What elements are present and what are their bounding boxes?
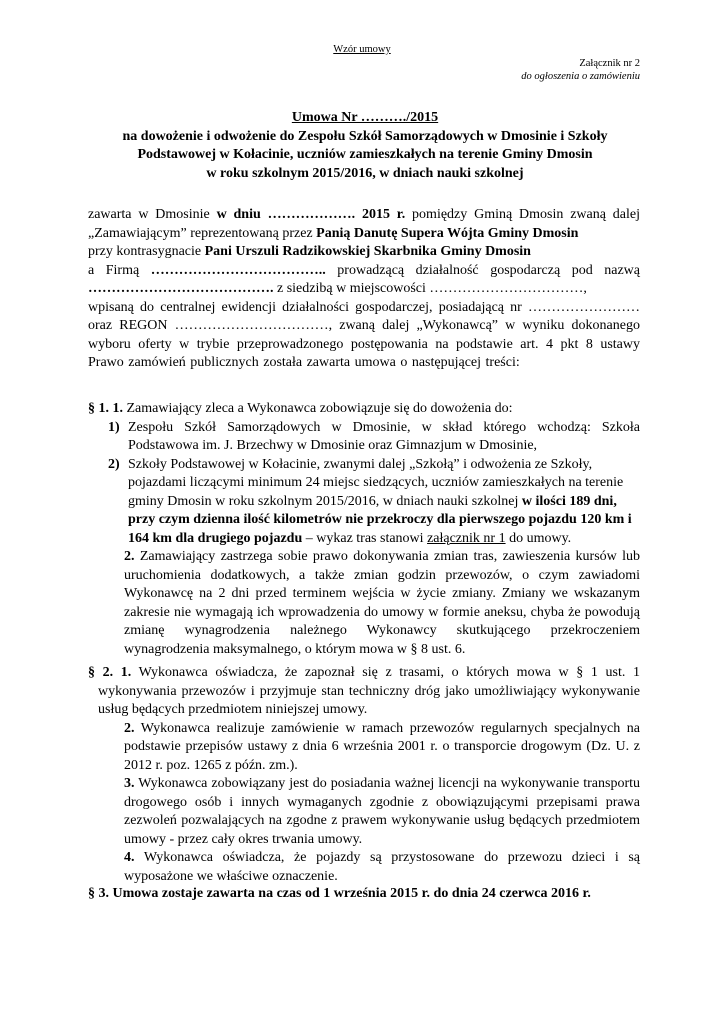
intro-rest: wpisaną do centralnej ewidencji działalności gospodarczej, posiadającą nr …………………… oraz REGON ……………………………, zwaną dalej „Wykonawcą” w wyniku dokonanego wyboru oferty w trybie przeprowadzonego postępowania na podstawie art. 4 pkt 8 ustawy Prawo zamówień publicznych została zawarta umowa o następującej treści: xyxy=(88,299,640,370)
document-type-label: Wzór umowy xyxy=(333,44,391,55)
section-1-item-1: 1) Zespołu Szkół Samorządowych w Dmosinie, w skład którego wchodzą: Szkoła Podstawowa im. J. Brzechwy w Dmosinie oraz Gimnazjum w Dmosinie, xyxy=(108,419,640,453)
intro-line-1: zawarta w Dmosinie w dniu ………………. 2015 r. pomiędzy Gminą Dmosin zwaną dalej xyxy=(88,207,640,222)
section-2-paragraph-1: § 2. 1. Wykonawca oświadcza, że zapoznał się z trasami, o których mowa w § 1 ust. 1 wykonywania przewozów i przyjmuje stan techniczny dróg jako umożliwiający wykonywanie usług będących przedmiotem niniejszej umowy. xyxy=(88,665,640,717)
section-2 xyxy=(88,664,640,886)
section-1-item-2: 2) Szkoły Podstawowej w Kołacinie, zwanymi dalej „Szkołą” i odwożenia ze Szkoły, pojazdami liczącymi minimum 24 miejsc siedzących, uczniów zamieszkałych na terenie gminy Dmosin w roku szkolnym 2015/2016, w dniach nauki szkolnej w ilości 189 dni, przy czym dzienna ilość kilometrów nie przekroczy dla pierwszego pojazdu 120 km i 164 km dla drugiego pojazdu – wykaz tras stanowi załącznik nr 1 do umowy. xyxy=(108,456,632,546)
intro-line-2: „Zamawiającym” reprezentowaną przez Panią Danutę Supera Wójta Gminy Dmosin xyxy=(88,225,579,241)
contract-title xyxy=(90,109,640,183)
intro-line-3: przy kontrasygnacie Pani Urszuli Radzikowskiej Skarbnika Gminy Dmosin xyxy=(88,244,531,259)
section-1 xyxy=(88,400,640,659)
attachment-label: Załącznik nr 2 xyxy=(579,58,640,69)
contract-number: Umowa Nr ………./2015 xyxy=(291,110,439,125)
attachment-reference: do ogłoszenia o zamówieniu xyxy=(521,71,640,82)
section-2-paragraph-2: 2. Wykonawca realizuje zamówienie w ramach przewozów regularnych specjalnych na podstawie przepisów ustawy z dnia 6 września 2001 r. o transporcie drogowym (Dz. U. z 2012 r. poz. 1265 z późn. zm.). xyxy=(124,720,640,773)
section-1-heading: § 1. 1. Zamawiający zleca a Wykonawca zobowiązuje się do dowożenia do: xyxy=(88,401,513,416)
section-1-paragraph-2: 2. Zamawiający zastrzega sobie prawo dokonywania zmian tras, zawieszenia kursów lub uruchomienia dodatkowych, a także zmian godzin przewozów, o czym zawiadomi Wykonawcę na 2 dni przed terminem wejścia w życie zmiany. Zmiany we wskazanym zakresie nie wymagają ich wprowadzenia do umowy w formie aneksu, chyba że powodują zmianę wynagrodzenia należnego Wykonawcy skutkującego przekroczeniem wynagrodzenia maksymalnego, o którym mowa w § 8 ust. 6. xyxy=(124,549,640,657)
intro-line-5: …………………………………. z siedzibą w miejscowości ……………………………, xyxy=(88,281,587,296)
intro-line-4: a Firmą ……………………………….. prowadzącą działalność gospodarczą pod nazwą xyxy=(88,262,640,278)
title-line-4: w roku szkolnym 2015/2016, w dniach nauki szkolnej xyxy=(206,165,524,181)
title-line-2: na dowożenie i odwożenie do Zespołu Szkół Samorządowych w Dmosinie i Szkoły xyxy=(122,128,608,144)
section-2-paragraph-3: 3. Wykonawca zobowiązany jest do posiadania ważnej licencji na wykonywanie transportu drogowego osób i innych wymaganych zgodnie z obowiązującymi przepisami prawa zezwoleń pozwalających na zgodne z prawem wykonywanie usług będących przedmiotem umowy - przez cały okres trwania umowy. xyxy=(124,776,640,847)
intro-paragraph xyxy=(88,206,640,373)
section-2-paragraph-4: 4. Wykonawca oświadcza, że pojazdy są przystosowane do przewozu dzieci i są wyposażone we właściwe oznaczenie. xyxy=(124,850,640,884)
title-line-3: Podstawowej w Kołacinie, uczniów zamieszkałych na terenie Gminy Dmosin xyxy=(137,147,593,162)
section-3: § 3. Umowa zostaje zawarta na czas od 1 września 2015 r. do dnia 24 czerwca 2016 r. xyxy=(88,886,591,901)
